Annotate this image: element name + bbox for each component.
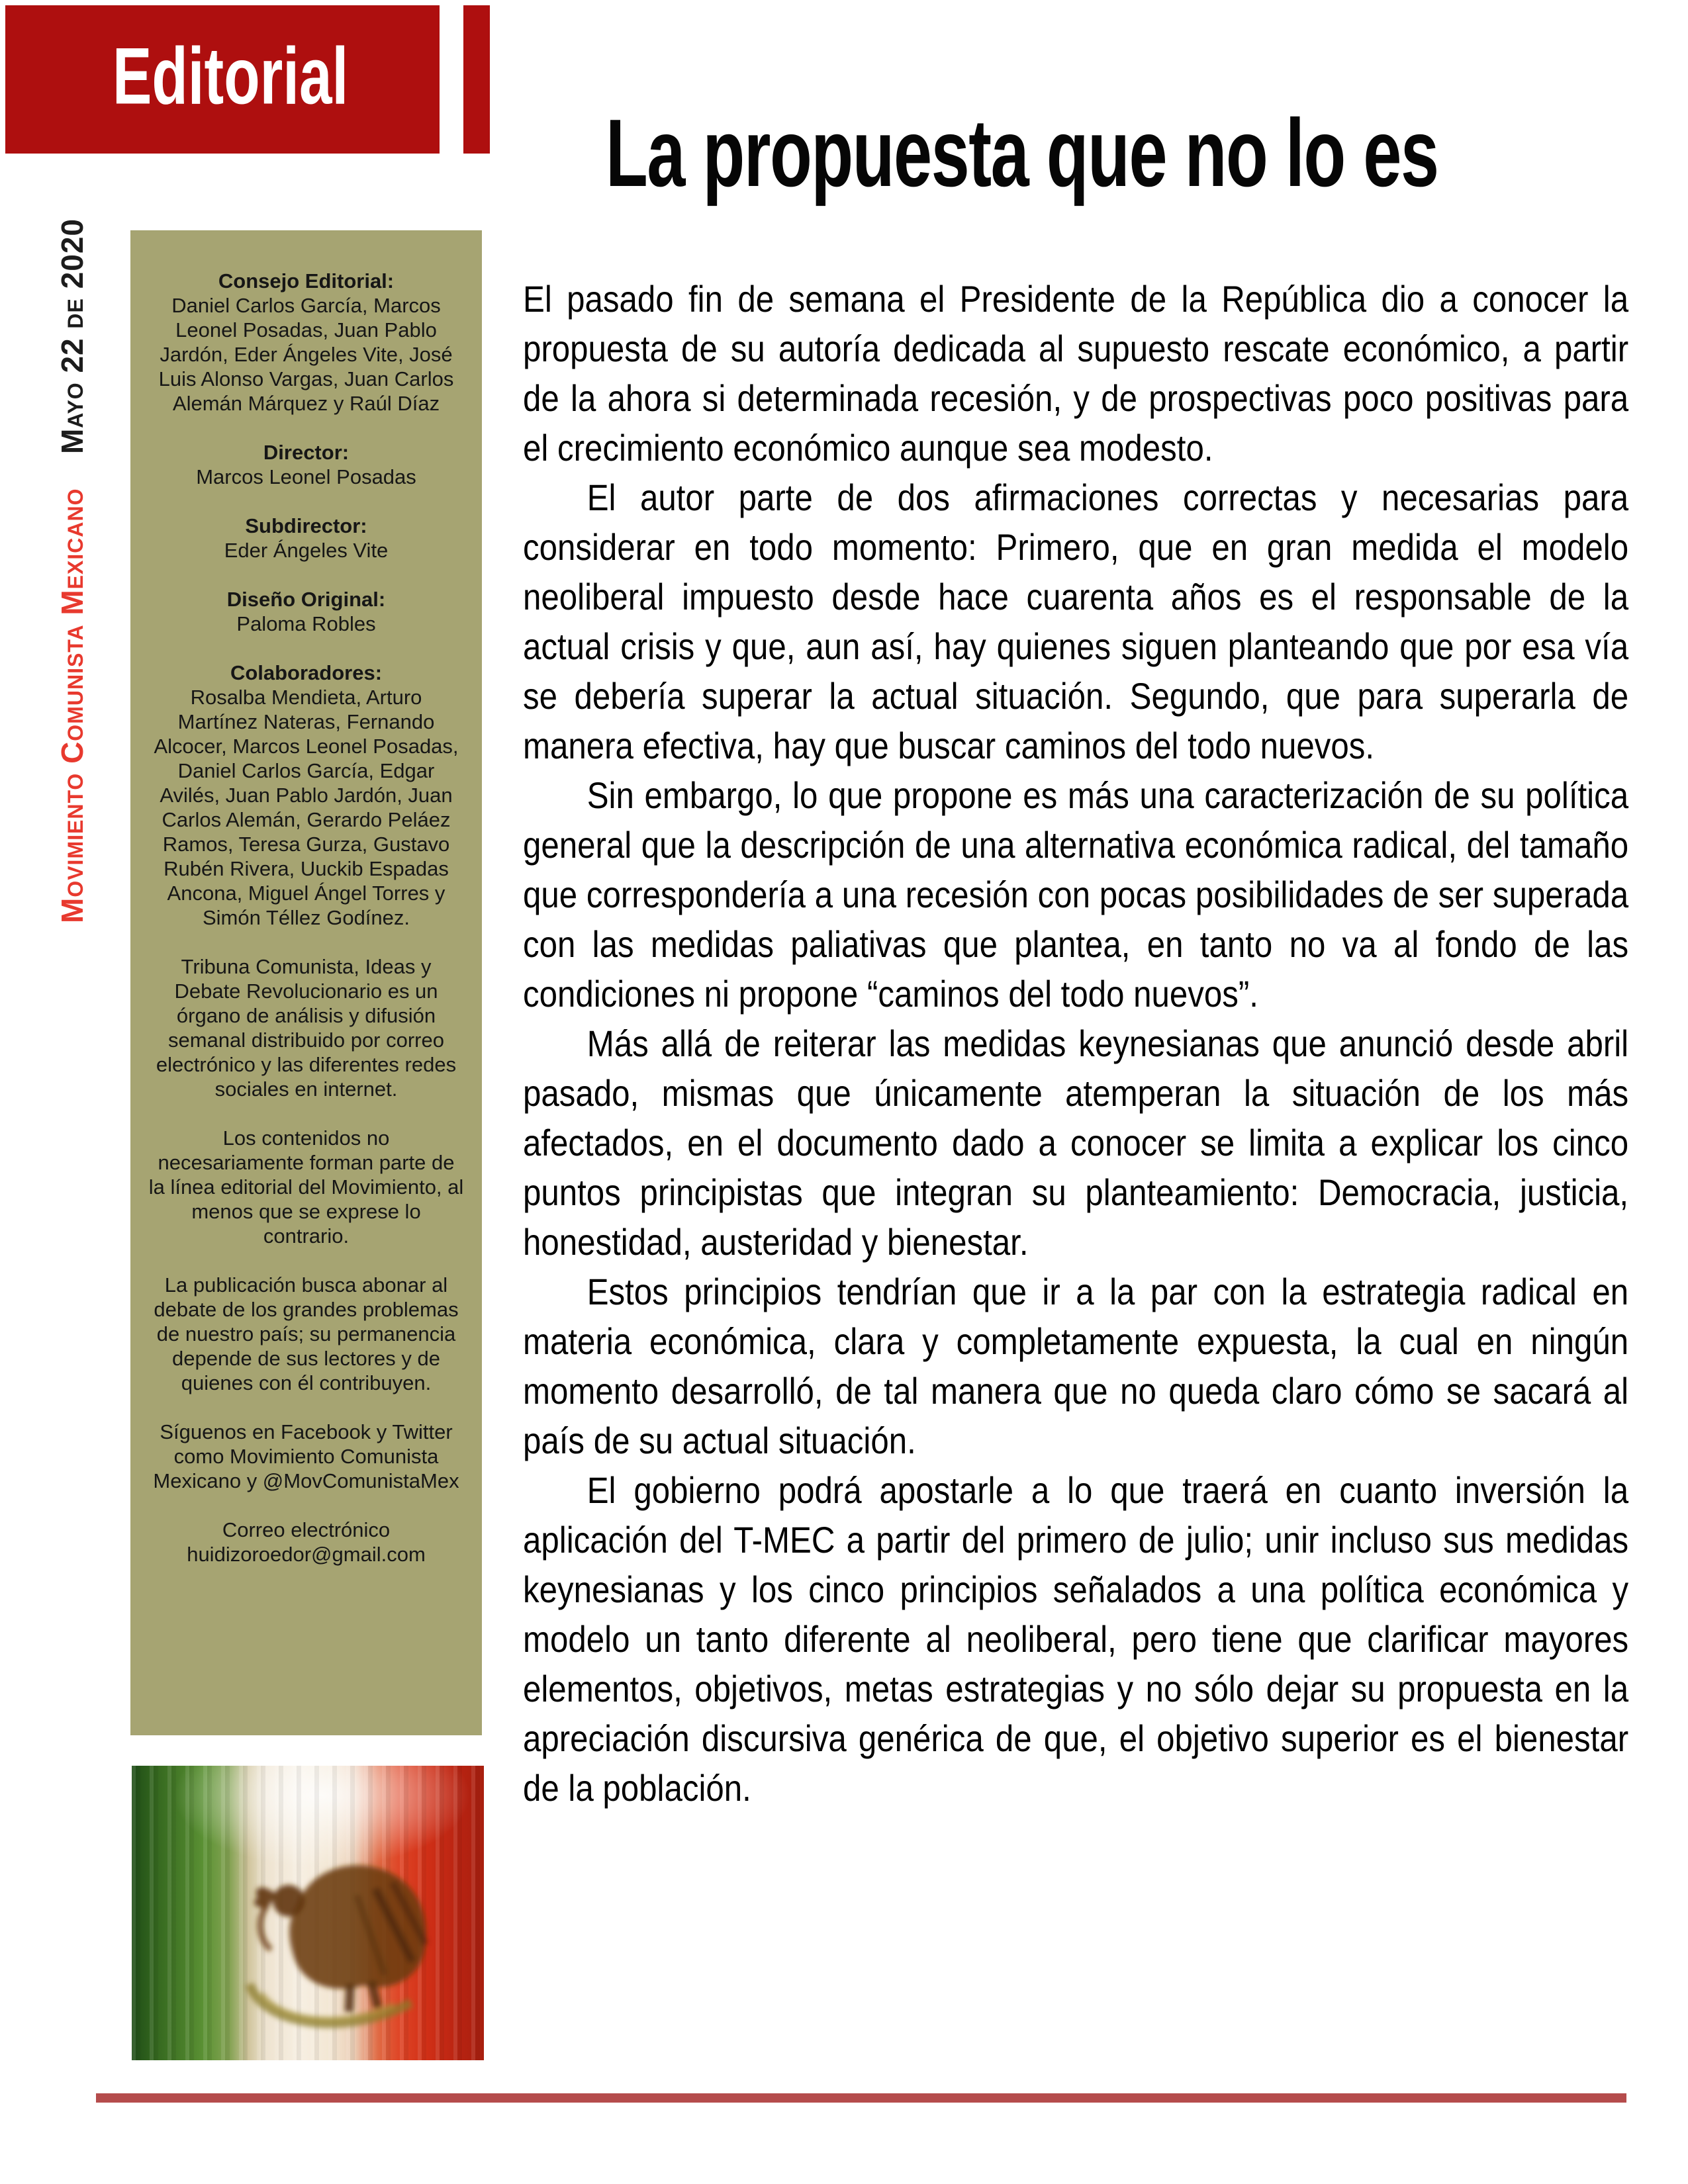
masthead-line: [53, 218, 91, 923]
sidebar-text: Tribuna Comunista, Ideas y Debate Revolucionario es un órgano de análisis y difusión semanal distribuido por correo electrónico y las diferentes redes sociales en internet.: [156, 955, 457, 1101]
article-paragraph: El autor parte de dos afirmaciones correctas y necesarias para considerar en todo momento: Primero, que en gran medida el modelo neoliberal impuesto desde hace cuarenta años es el responsable de la actual crisis y que, aun así, hay quienes siguen planteando que por esa vía se debería superar la actual situación. Segundo, que para superarla de manera efectiva, hay que buscar caminos del todo nuevos.: [523, 477, 1629, 766]
sidebar-heading: Consejo Editorial:: [218, 269, 395, 293]
article-body: [523, 274, 1628, 1813]
page-title: La propuesta que no lo es: [606, 99, 1438, 206]
sidebar-heading: Subdirector:: [245, 514, 367, 537]
sidebar-text: Marcos Leonel Posadas: [196, 465, 416, 488]
sidebar-text: Los contenidos no necesariamente forman parte de la línea editorial del Movimiento, al menos que se exprese lo contrario.: [148, 1126, 464, 1248]
sidebar-block: [148, 269, 465, 416]
sidebar-text: Correo electrónico huidizoroedor@gmail.com: [187, 1518, 426, 1566]
bottom-rule: [96, 2093, 1626, 2103]
flag-painting: [132, 1766, 484, 2060]
sidebar-block: [148, 440, 465, 489]
editorial-banner: [5, 5, 440, 154]
article-paragraph: El gobierno podrá apostarle a lo que traerá en cuanto inversión la aplicación del T-MEC a partir del primero de julio; unir incluso sus medidas keynesianas y los cinco principios señalados a una política económica y modelo un tanto diferente al neoliberal, pero tiene que clarificar mayores elementos, objetivos, metas estrategias y no sólo dejar su propuesta en la apreciación discursiva genérica de que, el objetivo superior es el bienestar de la población.: [523, 1469, 1629, 1809]
sidebar-text: Eder Ángeles Vite: [224, 539, 389, 562]
sidebar-heading: Director:: [263, 441, 350, 464]
sidebar-text: Síguenos en Facebook y Twitter como Movimiento Comunista Mexicano y @MovComunistaMex: [153, 1420, 459, 1492]
sidebar-block: [148, 1518, 465, 1567]
banner-accent-bar: [463, 5, 490, 154]
sidebar-heading: Diseño Original:: [226, 588, 386, 611]
sidebar-text: Paloma Robles: [236, 612, 376, 635]
sidebar-block: [148, 587, 465, 636]
masthead-date: Mayo 22 de 2020: [55, 218, 89, 455]
editorial-banner-label: Editorial: [113, 30, 349, 121]
sidebar-text: Rosalba Mendieta, Arturo Martínez Nateras, Fernando Alcocer, Marcos Leonel Posadas, Daniel Carlos García, Edgar Avilés, Juan Pablo Jardón, Juan Carlos Alemán, Gerardo Peláez Ramos, Teresa Gurza, Gustavo Rubén Rivera, Uuckib Espadas Ancona, Miguel Ángel Torres y Simón Téllez Godínez.: [154, 686, 459, 929]
article-paragraph: El pasado fin de semana el Presidente de la República dio a conocer la propuesta de su autoría dedicada al supuesto rescate económico, a partir de la ahora si determinada recesión, y de prospectivas poco positivas para el crecimiento económico aunque sea modesto.: [523, 278, 1629, 469]
sidebar-heading: Colaboradores:: [230, 661, 383, 684]
article-paragraph: Más allá de reiterar las medidas keynesianas que anunció desde abril pasado, mismas que únicamente atemperan la situación de los más afectados, en el documento dado a conocer se limita a explicar los cinco puntos principistas que integran su planteamiento: Democracia, justicia, honestidad, austeridad y bienestar.: [523, 1023, 1629, 1263]
sidebar-block: [148, 1420, 465, 1493]
article-paragraph: Estos principios tendrían que ir a la par con la estrategia radical en materia económica, clara y completamente expuesta, la cual en ningún momento desarrolló, de tal manera que no queda claro cómo se sacará al país de su actual situación.: [523, 1271, 1629, 1461]
sidebar-block: [148, 514, 465, 563]
masthead-organization: Movimiento Comunista Mexicano: [55, 488, 89, 923]
masthead-vertical: [53, 218, 91, 923]
sidebar: [130, 230, 482, 1735]
sidebar-text: Daniel Carlos García, Marcos Leonel Posadas, Juan Pablo Jardón, Eder Ángeles Vite, José Luis Alonso Vargas, Juan Carlos Alemán Márquez y Raúl Díaz: [158, 294, 454, 415]
eagle-art: [132, 1766, 484, 2060]
sidebar-text: La publicación busca abonar al debate de los grandes problemas de nuestro país; su permanencia depende de sus lectores y de quienes con él contribuyen.: [154, 1273, 459, 1394]
article-paragraph: Sin embargo, lo que propone es más una caracterización de su política general que la descripción de una alternativa económica radical, del tamaño que correspondería a una recesión con pocas posibilidades de ser superada con las medidas paliativas que plantea, en tanto no va al fondo de las condiciones ni propone “caminos del todo nuevos”.: [523, 774, 1629, 1015]
sidebar-block: [148, 954, 465, 1101]
sidebar-block: [148, 1126, 465, 1248]
sidebar-block: [148, 660, 465, 930]
sidebar-block: [148, 1273, 465, 1395]
